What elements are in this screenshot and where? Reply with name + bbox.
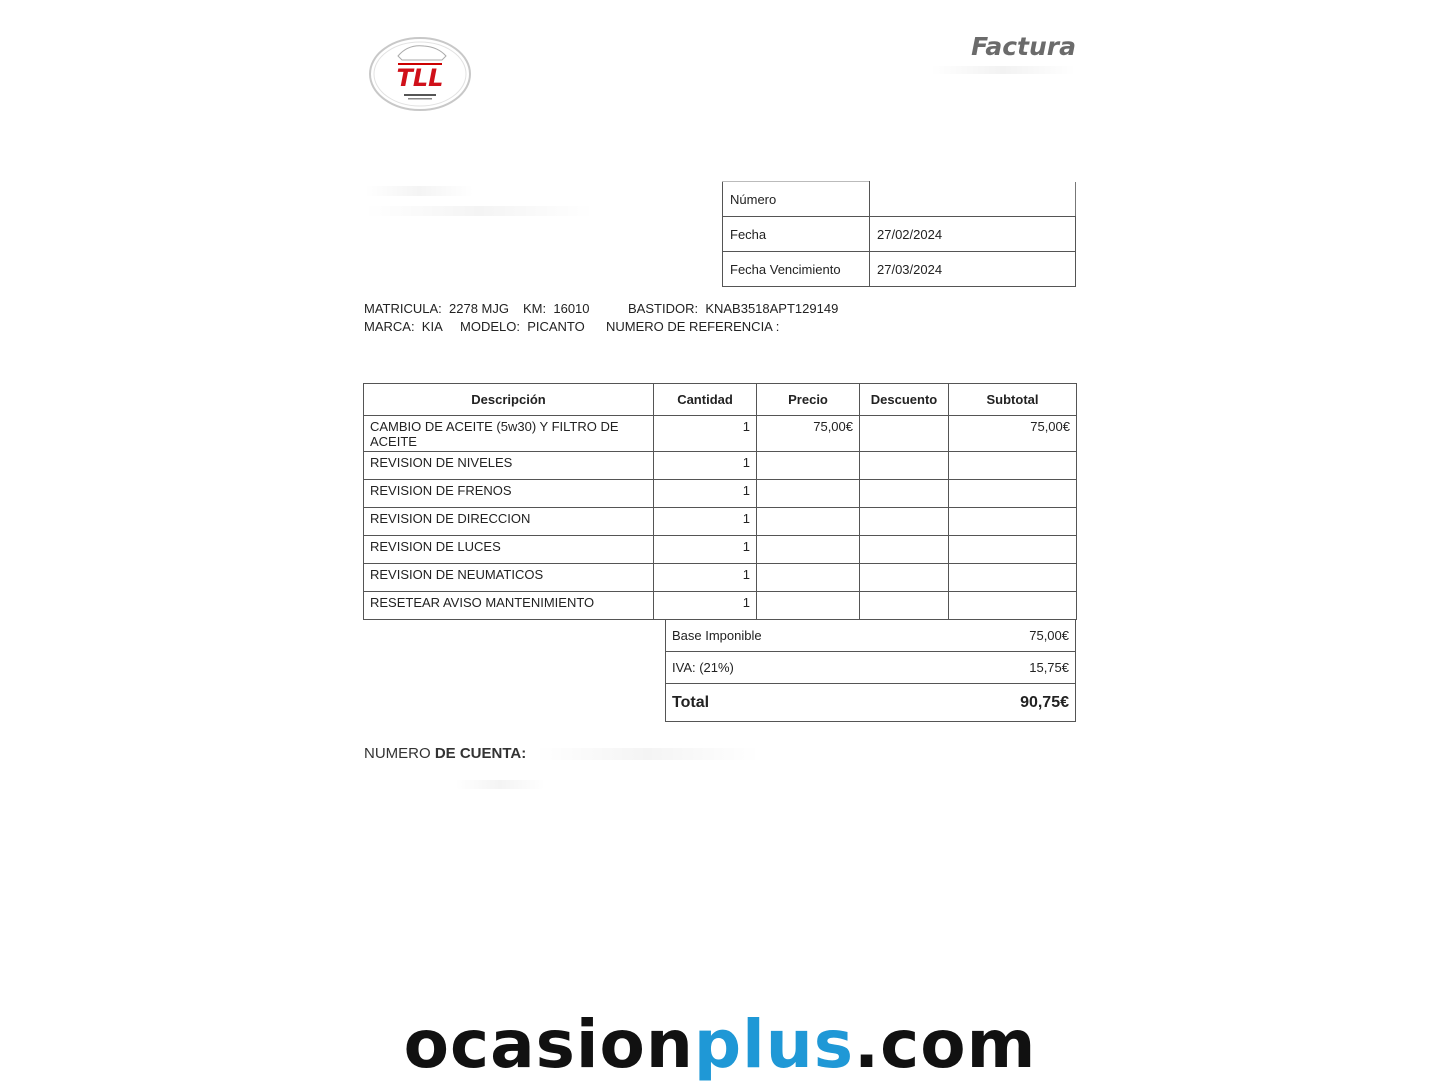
vencimiento-value: 27/03/2024 bbox=[870, 252, 1076, 287]
items-header-row bbox=[364, 384, 1077, 416]
matricula-label: MATRICULA: bbox=[364, 301, 442, 316]
item-subtotal bbox=[949, 480, 1077, 508]
km-label: KM: bbox=[523, 301, 547, 316]
modelo-group bbox=[460, 319, 585, 334]
brand-part-1: ocasion bbox=[403, 1006, 694, 1083]
header-descripcion: Descripción bbox=[364, 384, 654, 416]
account-label-b: DE CUENTA: bbox=[434, 745, 527, 762]
vencimiento-label: Fecha Vencimiento bbox=[723, 252, 870, 287]
bastidor-label: BASTIDOR: bbox=[628, 301, 699, 316]
document-title: Factura bbox=[971, 32, 1076, 61]
item-description: REVISION DE FRENOS bbox=[364, 480, 654, 508]
item-quantity: 1 bbox=[654, 592, 757, 620]
table-row bbox=[364, 508, 1077, 536]
redacted-customer-address bbox=[364, 206, 594, 216]
item-description: REVISION DE NIVELES bbox=[364, 452, 654, 480]
item-quantity: 1 bbox=[654, 452, 757, 480]
redacted-customer-name bbox=[364, 186, 474, 196]
item-discount bbox=[860, 452, 949, 480]
item-subtotal bbox=[949, 564, 1077, 592]
item-price bbox=[757, 452, 860, 480]
matricula-value: 2278 MJG bbox=[449, 301, 509, 316]
item-subtotal bbox=[949, 536, 1077, 564]
item-discount bbox=[860, 592, 949, 620]
km-group bbox=[523, 301, 590, 316]
total-label: Total bbox=[666, 684, 922, 722]
referencia-group bbox=[606, 319, 783, 334]
item-price bbox=[757, 508, 860, 536]
table-row bbox=[364, 480, 1077, 508]
company-logo bbox=[368, 36, 472, 112]
item-quantity: 1 bbox=[654, 480, 757, 508]
item-quantity: 1 bbox=[654, 564, 757, 592]
modelo-label: MODELO: bbox=[460, 319, 520, 334]
numero-label: Número bbox=[723, 182, 870, 217]
item-price: 75,00€ bbox=[757, 416, 860, 452]
table-row bbox=[364, 452, 1077, 480]
item-discount bbox=[860, 416, 949, 452]
total-row bbox=[666, 684, 1076, 722]
header-subtotal: Subtotal bbox=[949, 384, 1077, 416]
fecha-label: Fecha bbox=[723, 217, 870, 252]
base-label: Base Imponible bbox=[666, 620, 922, 652]
item-discount bbox=[860, 564, 949, 592]
header-descuento: Descuento bbox=[860, 384, 949, 416]
numero-value bbox=[870, 182, 1076, 217]
item-description: REVISION DE DIRECCION bbox=[364, 508, 654, 536]
fecha-value: 27/02/2024 bbox=[870, 217, 1076, 252]
header-precio: Precio bbox=[757, 384, 860, 416]
total-value: 90,75€ bbox=[921, 684, 1075, 722]
redacted-account-extra bbox=[455, 780, 545, 789]
header-cantidad: Cantidad bbox=[654, 384, 757, 416]
marca-group bbox=[364, 319, 443, 334]
base-row bbox=[666, 620, 1076, 652]
iva-row bbox=[666, 652, 1076, 684]
item-discount bbox=[860, 508, 949, 536]
table-row bbox=[364, 592, 1077, 620]
item-description: RESETEAR AVISO MANTENIMIENTO bbox=[364, 592, 654, 620]
brand-part-3: .com bbox=[854, 1006, 1037, 1083]
item-price bbox=[757, 592, 860, 620]
item-quantity: 1 bbox=[654, 416, 757, 452]
item-discount bbox=[860, 480, 949, 508]
item-description: CAMBIO DE ACEITE (5w30) Y FILTRO DE ACEITE bbox=[364, 416, 654, 452]
vehicle-line-1 bbox=[364, 301, 509, 316]
brand-part-2: plus bbox=[693, 1006, 855, 1083]
item-quantity: 1 bbox=[654, 508, 757, 536]
item-price bbox=[757, 564, 860, 592]
totals-table bbox=[665, 619, 1076, 722]
account-label-a: NUMERO bbox=[364, 745, 431, 762]
base-value: 75,00€ bbox=[921, 620, 1075, 652]
table-row bbox=[364, 536, 1077, 564]
item-description: REVISION DE LUCES bbox=[364, 536, 654, 564]
redacted-subtitle bbox=[930, 66, 1076, 74]
redacted-account-number bbox=[535, 748, 760, 760]
brand-watermark bbox=[0, 1005, 1440, 1085]
item-discount bbox=[860, 536, 949, 564]
table-row bbox=[364, 416, 1077, 452]
iva-label: IVA: (21%) bbox=[666, 652, 922, 684]
marca-value: KIA bbox=[421, 319, 443, 334]
km-value: 16010 bbox=[553, 301, 590, 316]
logo-text: TLL bbox=[396, 64, 444, 92]
modelo-value: PICANTO bbox=[527, 319, 585, 334]
item-quantity: 1 bbox=[654, 536, 757, 564]
invoice-info-table bbox=[722, 181, 1076, 287]
item-subtotal bbox=[949, 592, 1077, 620]
item-description: REVISION DE NEUMATICOS bbox=[364, 564, 654, 592]
items-table bbox=[363, 383, 1077, 620]
item-price bbox=[757, 536, 860, 564]
referencia-label: NUMERO DE REFERENCIA : bbox=[606, 319, 780, 334]
item-subtotal bbox=[949, 508, 1077, 536]
bastidor-value: KNAB3518APT129149 bbox=[705, 301, 839, 316]
item-price bbox=[757, 480, 860, 508]
bastidor-group bbox=[628, 301, 838, 316]
item-subtotal bbox=[949, 452, 1077, 480]
item-subtotal: 75,00€ bbox=[949, 416, 1077, 452]
table-row bbox=[364, 564, 1077, 592]
iva-value: 15,75€ bbox=[921, 652, 1075, 684]
account-line bbox=[364, 745, 526, 762]
marca-label: MARCA: bbox=[364, 319, 415, 334]
